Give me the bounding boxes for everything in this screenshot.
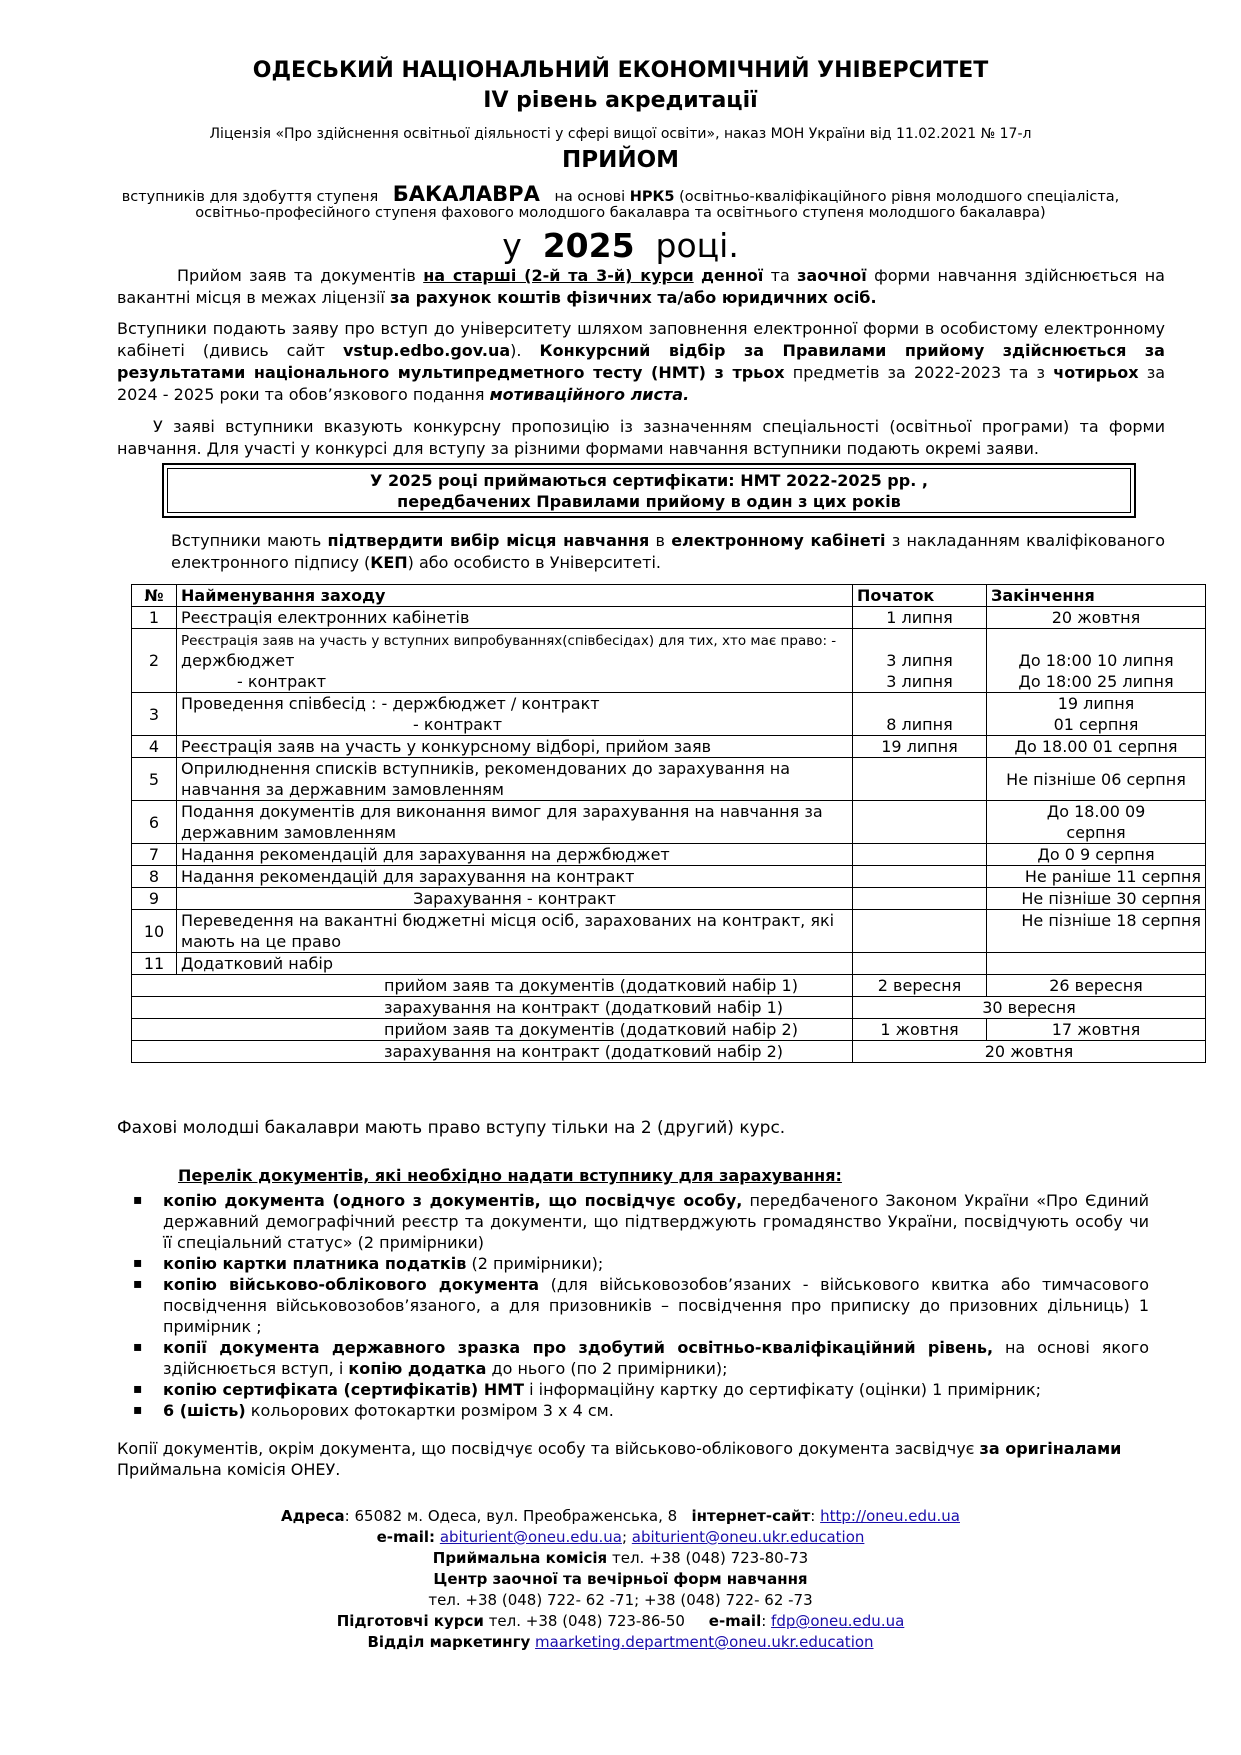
footer-marketing-line (0, 1632, 1241, 1653)
p1-day-form: денної (700, 266, 764, 285)
prep-email-link[interactable]: fdp@oneu.edu.ua (771, 1612, 905, 1630)
list-item (131, 1253, 1149, 1274)
extra-start: 1 жовтня (853, 1019, 987, 1041)
item-text: і інформаційну картку до сертифікату (оцінки) 1 примірник; (524, 1380, 1041, 1399)
row-event: Надання рекомендацій для зарахування на контракт (177, 866, 853, 888)
degree-pre: вступників для здобуття ступеня (121, 189, 379, 205)
bullet-icon: ▪ (133, 1276, 143, 1292)
commission-label: Приймальна комісія (432, 1549, 608, 1567)
degree-nrk: НРК5 (629, 189, 675, 205)
table-row-extra (132, 975, 1206, 997)
list-item (131, 1337, 1149, 1379)
prep-tel: тел. +38 (048) 723-86-50 (488, 1612, 685, 1630)
degree-name: БАКАЛАВРА (392, 182, 540, 206)
row-end: 20 жовтня (987, 607, 1206, 629)
item-bold: копію документа (одного з документів, що посвідчує особу, (163, 1191, 743, 1210)
row-start (853, 629, 987, 693)
degree-line-2: освітньо-професійного ступеня фахового молодшого бакалавра та освітнього ступеня молодшого бакалавра) (195, 205, 1046, 221)
row-start: 8 липня (853, 693, 987, 736)
row-number: 9 (132, 888, 177, 910)
row-start (853, 844, 987, 866)
schedule-table (131, 584, 1206, 1063)
bullet-icon: ▪ (133, 1255, 143, 1271)
row-end: До 18.00 01 серпня (987, 736, 1206, 758)
item-text: (для військовозобов’язаних - військового квитка або тимчасового посвідчення військовозобов’язаного, а для призовників – посвідчення про приписку до призовних дільниць) 1 примірник ; (163, 1275, 1150, 1336)
extra-end: 26 вересня (987, 975, 1206, 997)
extra-end: 17 жовтня (987, 1019, 1206, 1041)
table-row (132, 888, 1206, 910)
p1-courses: на старші (2-й та 3-й) курси (423, 266, 694, 285)
p2-text-b: ). (510, 341, 522, 360)
p4-text-g: ) або особисто в Університеті. (407, 553, 661, 572)
p4-text-e: з накладанням кваліфікованого електронного підпису ( (171, 531, 1166, 572)
row-start: 19 липня (853, 736, 987, 758)
p2-text-d: предметів за 2022-2023 та з (792, 363, 1046, 382)
row-end (987, 953, 1206, 975)
p2-text-f: за 2024 - 2025 роки та обов’язкового подання (117, 363, 1166, 404)
email-link-2[interactable]: abiturient@oneu.ukr.education (631, 1528, 865, 1546)
row-start (853, 953, 987, 975)
row-number: 4 (132, 736, 177, 758)
row-event (177, 693, 853, 736)
row-start (853, 910, 987, 953)
row-event: Реєстрація електронних кабінетів (177, 607, 853, 629)
row-end (987, 801, 1206, 844)
footer-center-line (0, 1569, 1241, 1590)
row-end-b: серпня (1066, 823, 1126, 842)
row-event-small: Реєстрація заяв на участь у вступних випробуваннях(співбесідах) для тих, хто має право: - (181, 633, 837, 649)
row-event: Реєстрація заяв на участь у конкурсному відборі, прийом заяв (177, 736, 853, 758)
admission-heading: ПРИЙОМ (561, 147, 680, 173)
table-row (132, 693, 1206, 736)
certificates-box (162, 463, 1136, 518)
row-number: 1 (132, 607, 177, 629)
row-end: Не пізніше 30 серпня (987, 888, 1206, 910)
header-end: Закінчення (987, 585, 1206, 607)
item-bold-2: копію додатка (348, 1359, 487, 1378)
bullet-icon: ▪ (133, 1339, 143, 1355)
p2-selection: Конкурсний відбір за Правилами прийому здійснюється за результатами національного мультипредметного тесту (НМТ) з трьох (117, 341, 1165, 382)
year-post: році. (655, 226, 739, 265)
admission-year (0, 226, 1241, 265)
item-bold: копію сертифіката (сертифікатів) НМТ (163, 1380, 525, 1399)
contacts-footer (0, 1506, 1241, 1653)
degree-mid: на основі (554, 189, 626, 205)
item-text: кольорових фотокартки розміром 3 х 4 см. (245, 1401, 614, 1420)
row-start (853, 866, 987, 888)
documents-heading: Перелік документів, які необхідно надати вступнику для зарахування: (178, 1166, 842, 1185)
extra-date: 20 жовтня (853, 1041, 1206, 1063)
extra-event: зарахування на контракт (додатковий набір 2) (132, 1041, 853, 1063)
footer-address-line: Адреса: 65082 м. Одеса, вул. Преображенська, 8 інтернет-сайт: http://oneu.edu.ua (281, 1507, 960, 1525)
intro-paragraph-2 (117, 318, 1165, 406)
table-row (132, 758, 1206, 801)
row-event-a: держбюджет (181, 651, 295, 670)
address-label: Адреса (281, 1507, 345, 1525)
row-event-b: - контракт (237, 672, 327, 691)
item-bold: копію військово-облікового документа (163, 1275, 540, 1294)
email-label: e-mail: (376, 1528, 436, 1546)
row-event: Оприлюднення списків вступників, рекомендованих до зарахування на навчання за державним замовленням (177, 758, 853, 801)
p4-confirm: підтвердити вибір місця навчання (327, 531, 650, 550)
row-event-a: Проведення співбесід : - держбюджет / контракт (181, 694, 600, 713)
footer-email-line: e-mail: abiturient@oneu.edu.ua; abiturient@oneu.ukr.education (376, 1528, 865, 1546)
table-header-row (132, 585, 1206, 607)
table-row (132, 607, 1206, 629)
copies-originals: за оригіналами (979, 1439, 1122, 1458)
p2-motivation-letter: мотиваційного листа. (489, 385, 690, 404)
accreditation-level: IV рівень акредитації (483, 88, 758, 113)
header-number: № (132, 585, 177, 607)
row-end-b: До 18:00 25 липня (1018, 672, 1174, 691)
row-start (853, 888, 987, 910)
university-title: ОДЕСЬКИЙ НАЦІОНАЛЬНИЙ ЕКОНОМІЧНИЙ УНІВЕРСИТЕТ (252, 58, 989, 83)
site-label: інтернет-сайт (691, 1507, 811, 1525)
email-link-1[interactable]: abiturient@oneu.edu.ua (439, 1528, 622, 1546)
degree-line (0, 182, 1241, 206)
row-start (853, 758, 987, 801)
table-row (132, 629, 1206, 693)
row-end (987, 693, 1206, 736)
copies-text-a: Копії документів, окрім документа, що посвідчує особу та військово-облікового документа засвідчує (117, 1439, 975, 1458)
prep-label: Підготовчі курси (336, 1612, 484, 1630)
junior-bachelor-note: Фахові молодші бакалаври мають право вступу тільки на 2 (другий) курс. (117, 1118, 786, 1138)
extra-event: зарахування на контракт (додатковий набір 1) (132, 997, 853, 1019)
p4-in: в (655, 531, 665, 550)
address-value: : 65082 м. Одеса, вул. Преображенська, 8 (344, 1507, 678, 1525)
year-value: 2025 (542, 226, 635, 265)
item-text-2: до нього (по 2 примірники); (486, 1359, 728, 1378)
certificates-line-2: передбачених Правилами прийому в один з цих років (397, 492, 901, 511)
p4-text-a: Вступники мають (171, 531, 322, 550)
site-link[interactable]: http://oneu.edu.ua (820, 1507, 960, 1525)
list-item (131, 1400, 1149, 1421)
list-item (131, 1274, 1149, 1337)
row-end: Не раніше 11 серпня (987, 866, 1206, 888)
item-bold: копії документа державного зразка про здобутий освітньо-кваліфікаційний рівень, (163, 1338, 994, 1357)
item-text: (2 примірники); (466, 1254, 604, 1273)
row-event: Зарахування - контракт (177, 888, 853, 910)
p1-and: та (770, 266, 790, 285)
row-number: 6 (132, 801, 177, 844)
marketing-email-link[interactable]: maarketing.department@oneu.ukr.education (535, 1633, 874, 1651)
extra-event: прийом заяв та документів (додатковий набір 2) (132, 1019, 853, 1041)
marketing-label: Відділ маркетингу (367, 1633, 531, 1651)
intro-paragraph-3: У заяві вступники вказують конкурсну пропозицію із зазначенням спеціальності (освітньої програми) та форми навчання. Для участі у конкурсі для вступу за різними формами навчання вступники подають окремі заяви. (117, 417, 1165, 458)
row-number: 8 (132, 866, 177, 888)
row-end-b: 01 серпня (1053, 715, 1139, 734)
row-end (987, 629, 1206, 693)
bullet-icon: ▪ (133, 1402, 143, 1418)
item-text: передбаченого Законом України «Про Єдиний державний демографічний реєстр та документи, що підтверджують громадянство України, посвідчують особу чи її спеціальний статус» (2 примірники) (163, 1191, 1149, 1252)
p2-text-a: Вступники подають заяву про вступ до університету шляхом заповнення електронної форми в особистому електронному кабінеті (дивись сайт (117, 319, 1165, 360)
degree-post: (освітньо-кваліфікаційного рівня молодшого спеціаліста, (679, 189, 1120, 205)
intro-paragraph-1 (117, 265, 1165, 309)
table-row (132, 910, 1206, 953)
row-end: До 0 9 серпня (987, 844, 1206, 866)
p2-site: vstup.edbo.gov.ua (342, 341, 511, 360)
row-event: Переведення на вакантні бюджетні місця осіб, зарахованих на контракт, які мають на це право (177, 910, 853, 953)
row-start-b: 3 липня (886, 672, 953, 691)
p1-extramural-form: заочної (797, 266, 867, 285)
row-event (177, 629, 853, 693)
p4-kep: КЕП (370, 553, 408, 572)
documents-list (131, 1190, 1149, 1421)
row-number: 3 (132, 693, 177, 736)
footer-center-tel: тел. +38 (048) 722- 62 -71; +38 (048) 722- 62 -73 (428, 1591, 813, 1609)
bullet-icon: ▪ (133, 1192, 143, 1208)
p1-text-a: Прийом заяв та документів (177, 266, 416, 285)
row-event: Надання рекомендацій для зарахування на держбюджет (177, 844, 853, 866)
row-number: 11 (132, 953, 177, 975)
extra-start: 2 вересня (853, 975, 987, 997)
row-end: Не пізніше 18 серпня (987, 910, 1206, 953)
copies-note (117, 1438, 1167, 1480)
intro-paragraph-4 (171, 530, 1165, 574)
p2-four: чотирьох (1053, 363, 1139, 382)
row-number: 10 (132, 910, 177, 953)
row-end-a: До 18.00 09 (1046, 802, 1146, 821)
row-start (853, 801, 987, 844)
table-row (132, 844, 1206, 866)
row-event: Подання документів для виконання вимог для зарахування на навчання за державним замовленням (177, 801, 853, 844)
certificates-line-1: У 2025 році приймаються сертифікати: НМТ 2022-2025 рр. , (370, 471, 928, 490)
footer-commission-line (0, 1548, 1241, 1569)
bullet-icon: ▪ (133, 1381, 143, 1397)
p1-text-f: форми навчання здійснюється на вакантні місця в межах ліцензії (117, 266, 1165, 307)
table-row-extra (132, 1041, 1206, 1063)
header-start: Початок (853, 585, 987, 607)
item-bold: копію картки платника податків (163, 1254, 467, 1273)
table-row-extra (132, 1019, 1206, 1041)
item-text: на основі якого здійснюється вступ, і (163, 1338, 1149, 1378)
row-end: Не пізніше 06 серпня (987, 758, 1206, 801)
table-row (132, 736, 1206, 758)
row-number: 2 (132, 629, 177, 693)
row-end-a: 19 липня (1057, 694, 1135, 713)
list-item (131, 1379, 1149, 1400)
table-row (132, 953, 1206, 975)
table-row (132, 866, 1206, 888)
license-line: Ліцензія «Про здійснення освітньої діяльності у сфері вищої освіти», наказ МОН України від 11.02.2021 № 17-л (209, 126, 1032, 142)
year-pre: у (502, 226, 522, 265)
copies-text-c: Приймальна комісія ОНЕУ. (117, 1460, 341, 1479)
p1-funding: за рахунок коштів фізичних та/або юридичних осіб. (389, 288, 877, 307)
row-event-b: - контракт (413, 715, 503, 734)
row-start: 1 липня (853, 607, 987, 629)
extra-date: 30 вересня (853, 997, 1206, 1019)
row-event: Додатковий набір (177, 953, 853, 975)
row-number: 7 (132, 844, 177, 866)
center-label: Центр заочної та вечірньої форм навчання (433, 1570, 808, 1588)
table-row-extra (132, 997, 1206, 1019)
extra-event: прийом заяв та документів (додатковий набір 1) (132, 975, 853, 997)
prep-email-label: e-mail (708, 1612, 762, 1630)
item-bold: 6 (шість) (163, 1401, 246, 1420)
table-row (132, 801, 1206, 844)
row-number: 5 (132, 758, 177, 801)
commission-tel: тел. +38 (048) 723-80-73 (611, 1549, 809, 1567)
row-end-a: До 18:00 10 липня (1018, 651, 1174, 670)
row-start-a: 3 липня (886, 651, 953, 670)
header-event: Найменування заходу (177, 585, 853, 607)
p4-cabinet: електронному кабінеті (671, 531, 886, 550)
footer-prep-line: Підготовчі курси тел. +38 (048) 723-86-50 e-mail: fdp@oneu.edu.ua (336, 1612, 905, 1630)
list-item (131, 1190, 1149, 1253)
